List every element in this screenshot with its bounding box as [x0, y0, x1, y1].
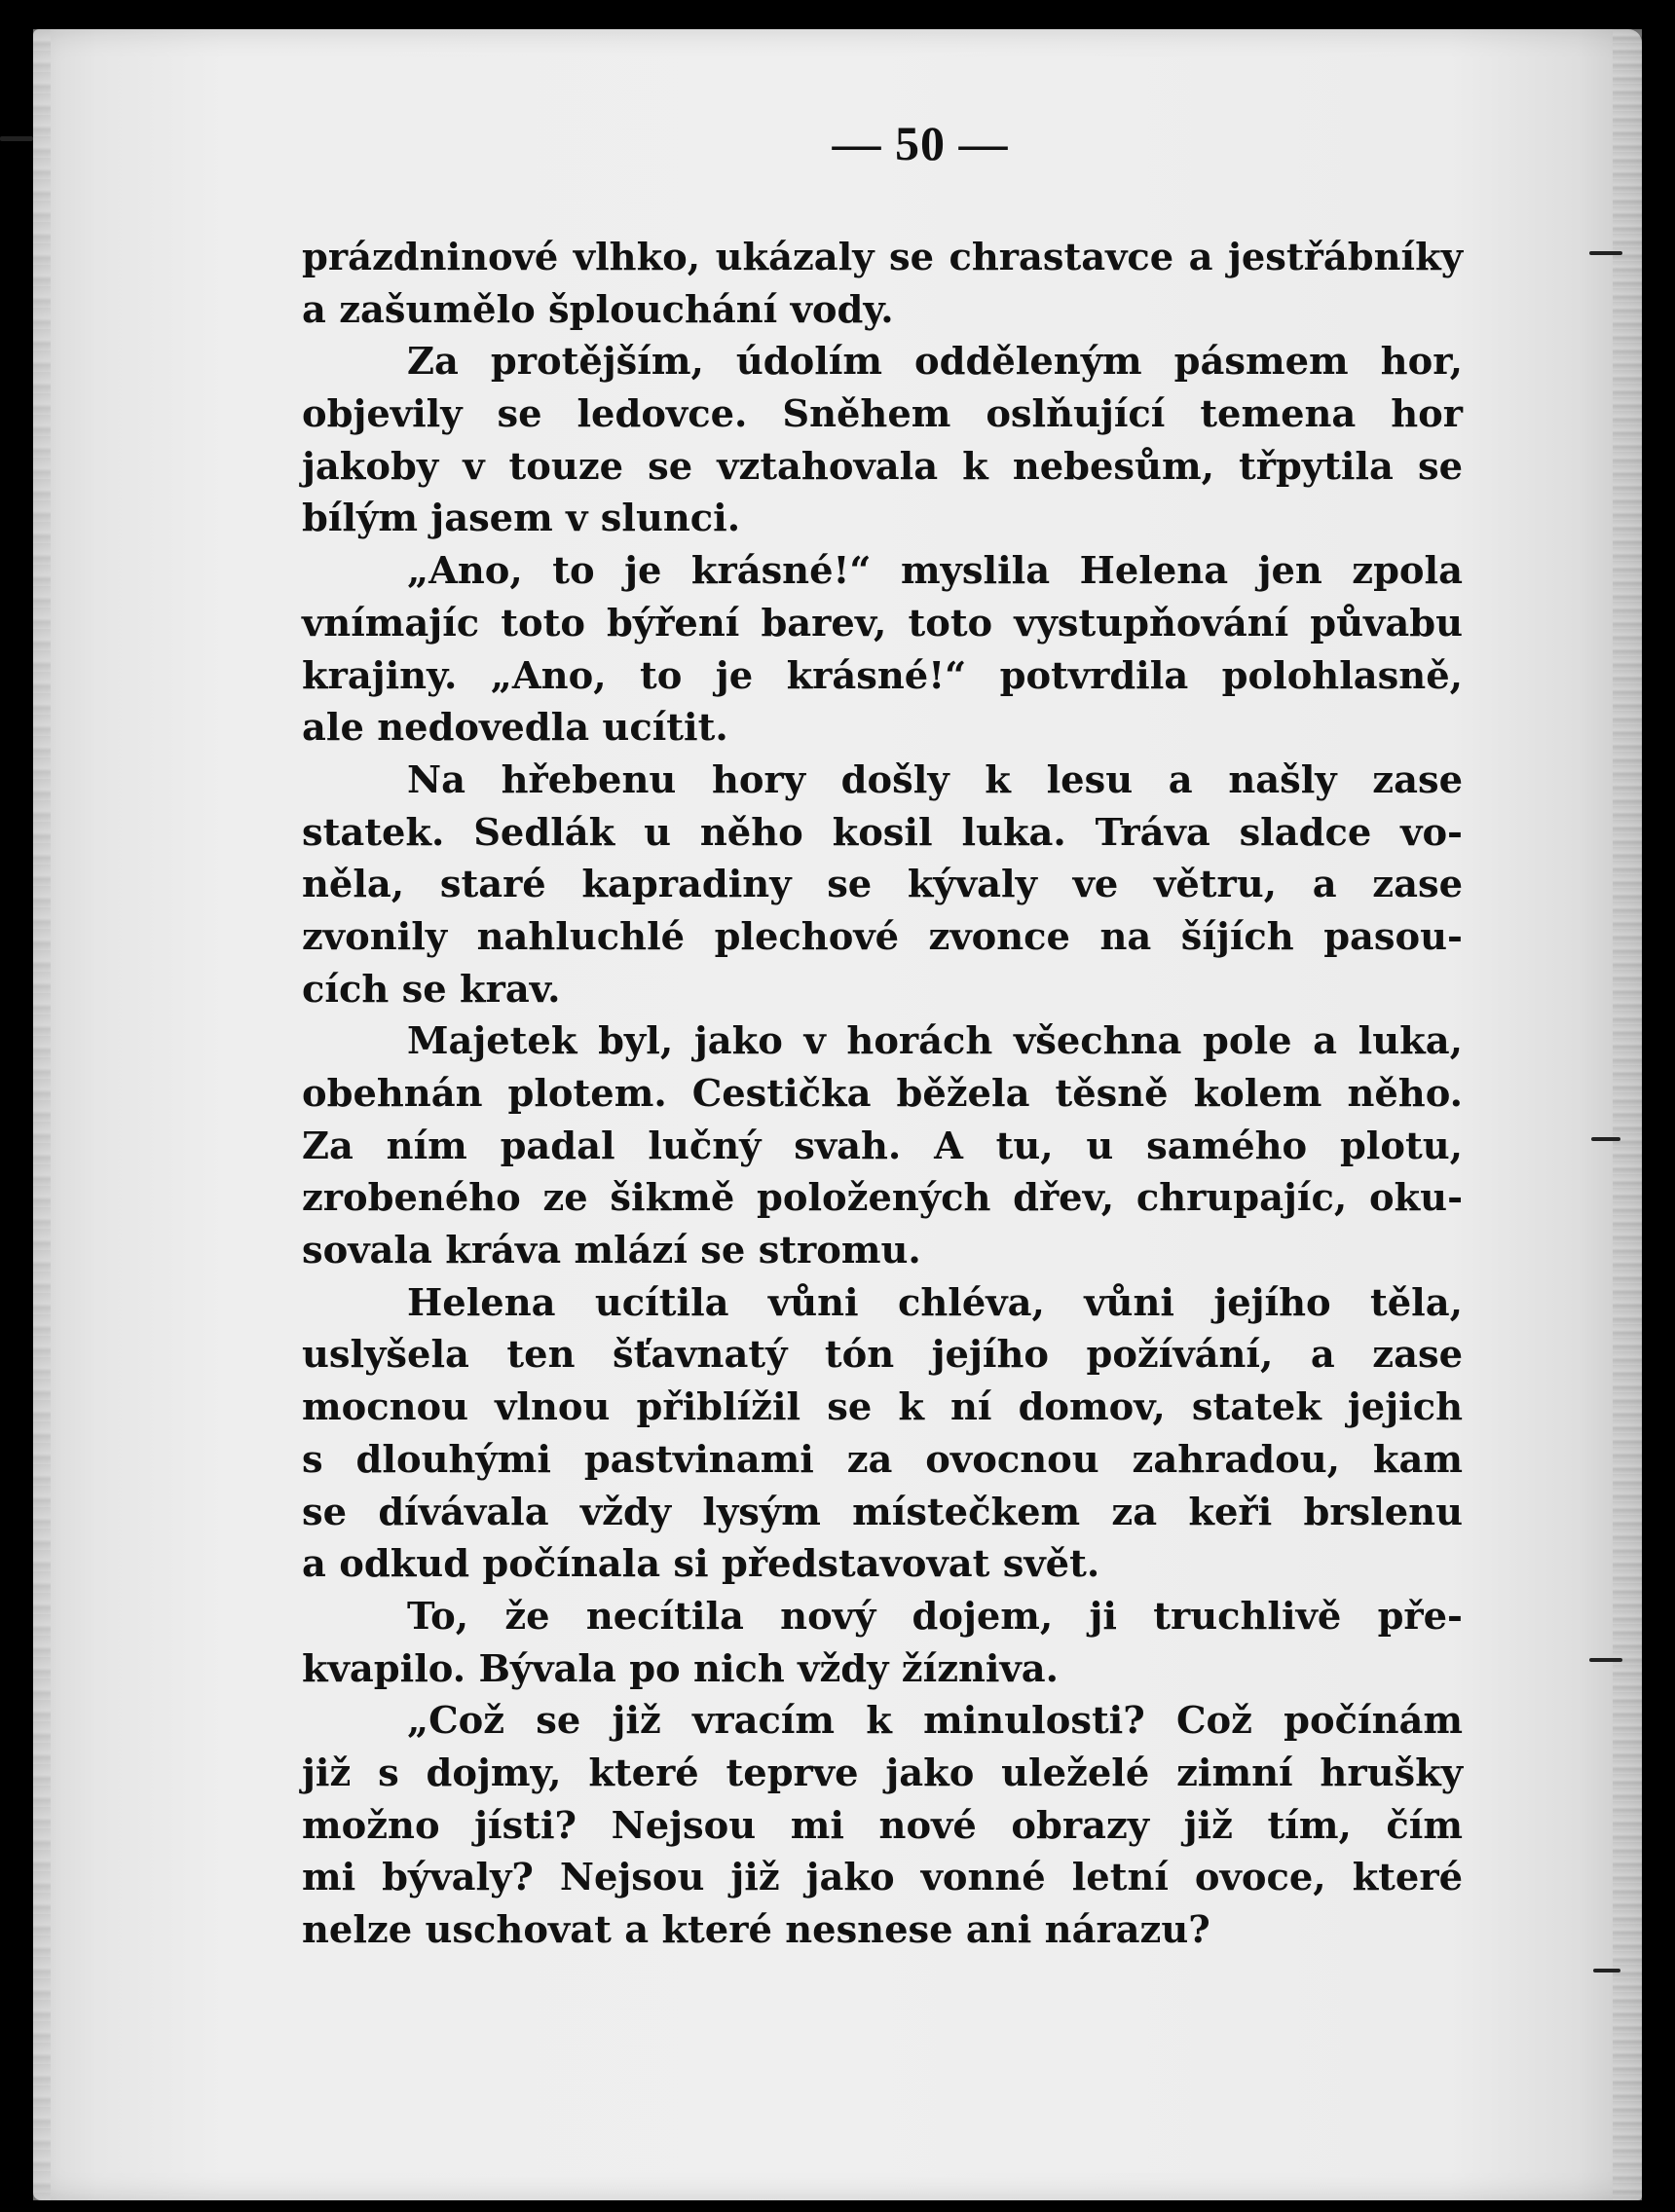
- paper-edge-left: [33, 29, 51, 2200]
- text-line: vnímajíc toto býření barev, toto vystupňování půvabu: [302, 601, 1463, 645]
- text-line: možno jísti? Nejsou mi nové obrazy již tím, čím: [302, 1803, 1463, 1848]
- text-line: objevily se ledovce. Sněhem oslňující temena hor: [302, 392, 1463, 437]
- text-line: mocnou vlnou přiblížil se k ní domov, statek jejich: [302, 1385, 1463, 1430]
- margin-mark: [1589, 1658, 1622, 1662]
- text-line: „Ano, to je krásné!“ myslila Helena jen zpola: [407, 549, 1463, 594]
- text-line: prázdninové vlhko, ukázaly se chrastavce a jestřábníky: [302, 236, 1463, 279]
- text-line: „Což se již vracím k minulosti? Což počínám: [407, 1699, 1463, 1744]
- text-line: zvonily nahluchlé plechové zvonce na šíjích pasou-: [302, 914, 1463, 959]
- text-line: mi bývaly? Nejsou již jako vonné letní ovoce, které: [302, 1856, 1463, 1900]
- text-line: statek. Sedlák u něho kosil luka. Tráva sladce vo-: [302, 810, 1463, 855]
- paper-edge-right: [1613, 29, 1642, 2200]
- text-line: ale nedovedla ucítit.: [302, 706, 728, 751]
- text-line: bílým jasem v slunci.: [302, 497, 741, 541]
- text-line: sovala kráva mlází se stromu.: [302, 1229, 921, 1273]
- text-line: krajiny. „Ano, to je krásné!“ potvrdila polohlasně,: [302, 653, 1463, 698]
- text-line: Helena ucítila vůni chléva, vůni jejího těla,: [407, 1280, 1463, 1325]
- text-line: a zašumělo šplouchání vody.: [302, 287, 894, 332]
- text-line: s dlouhými pastvinami za ovocnou zahradou, kam: [302, 1437, 1463, 1482]
- text-line: cích se krav.: [302, 967, 561, 1012]
- text-line: Za ním padal lučný svah. A tu, u samého plotu,: [302, 1124, 1463, 1168]
- page-number: — 50 —: [832, 116, 1009, 170]
- text-line: něla, staré kapradiny se kývaly ve větru, a zase: [302, 863, 1463, 907]
- text-line: obehnán plotem. Cestička běžela těsně kolem něho.: [302, 1072, 1463, 1116]
- text-line: zrobeného ze šikmě položených dřev, chrupajíc, oku-: [302, 1176, 1463, 1221]
- text-line: kvapilo. Bývala po nich vždy žízniva.: [302, 1646, 1060, 1691]
- text-line: Na hřebenu hory došly k lesu a našly zase: [407, 757, 1463, 802]
- text-line: již s dojmy, které teprve jako uleželé zimní hrušky: [302, 1751, 1463, 1795]
- text-line: Za protějším, údolím odděleným pásmem hor,: [407, 340, 1463, 385]
- text-line: se dívávala vždy lysým místečkem za keři brslenu: [302, 1490, 1463, 1534]
- text-line: a odkud počínala si představovat svět.: [302, 1542, 1100, 1587]
- text-line: jakoby v touze se vztahovala k nebesům, třpytila se: [302, 444, 1463, 489]
- text-line: To, že necítila nový dojem, ji truchlivě pře-: [407, 1594, 1463, 1639]
- margin-mark: [1593, 1969, 1620, 1972]
- margin-mark: [1589, 251, 1622, 255]
- body-text: [302, 232, 1463, 1957]
- text-line: Majetek byl, jako v horách všechna pole a luka,: [407, 1019, 1463, 1064]
- text-line: uslyšela ten šťavnatý tón jejího požívání, a zase: [302, 1333, 1463, 1378]
- margin-mark: [1591, 1137, 1620, 1141]
- text-line: nelze uschovat a které nesnese ani nárazu?: [302, 1908, 1210, 1952]
